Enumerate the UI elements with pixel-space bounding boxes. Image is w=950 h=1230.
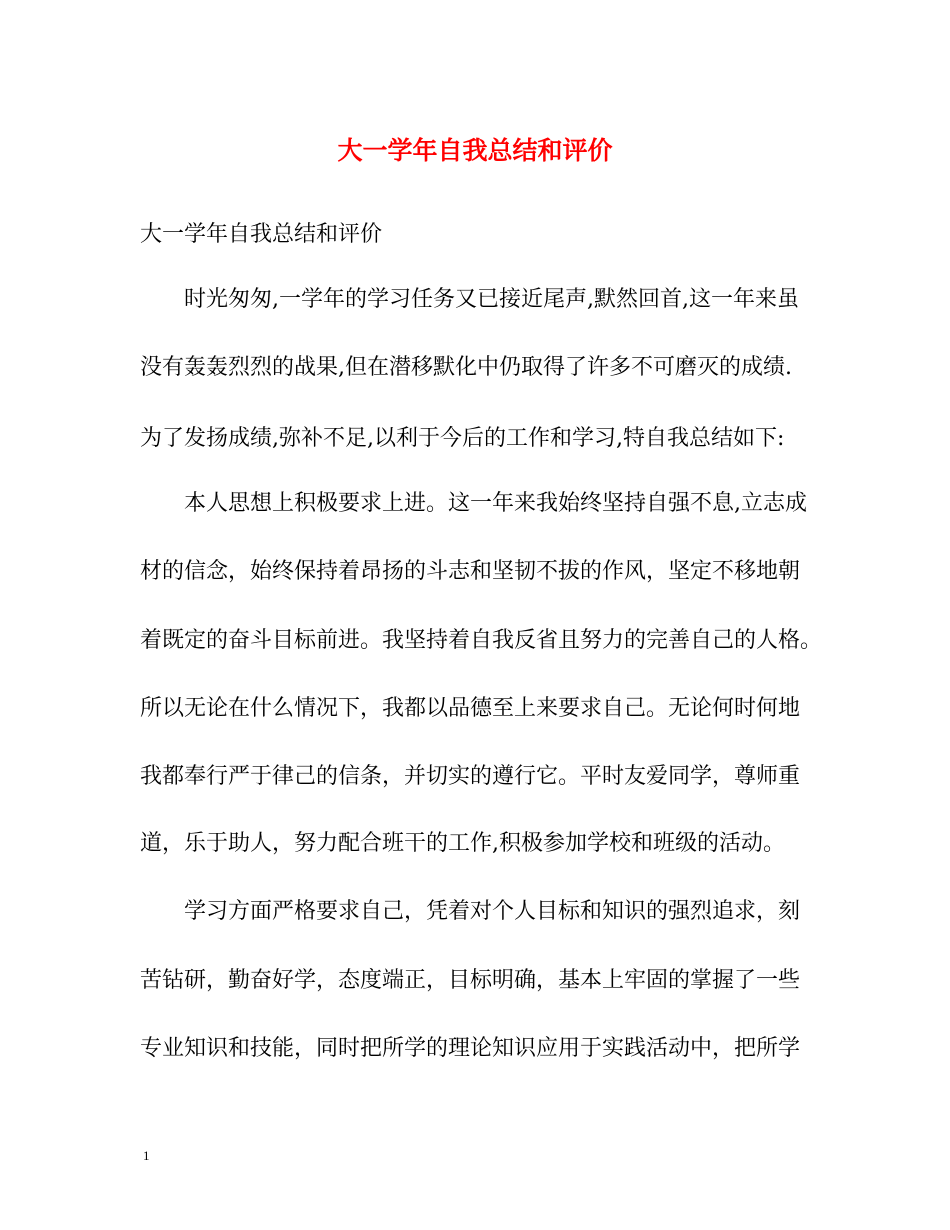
paragraph-line: 道，乐于助人，努力配合班干的工作,积极参加学校和班级的活动。	[140, 831, 785, 856]
paragraph-line: 时光匆匆,一学年的学习任务又已接近尾声,默然回首,这一年来虽	[184, 287, 799, 312]
paragraph-line: 我都奉行严于律己的信条，并切实的遵行它。平时友爱同学，尊师重	[140, 764, 801, 789]
page-number: 1	[143, 1148, 150, 1163]
paragraph-line: 苦钻研，勤奋好学，态度端正，目标明确，基本上牢固的掌握了一些	[140, 968, 801, 993]
paragraph-line: 着既定的奋斗目标前进。我坚持着自我反省且努力的完善自己的人格。	[140, 628, 823, 653]
paragraph-line: 材的信念，始终保持着昂扬的斗志和坚韧不拔的作风，坚定不移地朝	[140, 559, 801, 584]
paragraph-line: 本人思想上积极要求上进。这一年来我始终坚持自强不息,立志成	[184, 491, 807, 516]
paragraph-line: 为了发扬成绩,弥补不足,以利于今后的工作和学习,特自我总结如下:	[140, 426, 785, 451]
paragraph-line: 学习方面严格要求自己，凭着对个人目标和知识的强烈追求，刻	[184, 899, 801, 924]
paragraph-line: 所以无论在什么情况下，我都以品德至上来要求自己。无论何时何地	[140, 696, 801, 721]
paragraph-line: 没有轰轰烈烈的战果,但在潜移默化中仍取得了许多不可磨灭的成绩.	[140, 355, 792, 380]
document-title: 大一学年自我总结和评价	[337, 136, 613, 165]
paragraph-line: 专业知识和技能，同时把所学的理论知识应用于实践活动中，把所学	[140, 1036, 801, 1061]
document-subtitle: 大一学年自我总结和评价	[140, 222, 383, 247]
